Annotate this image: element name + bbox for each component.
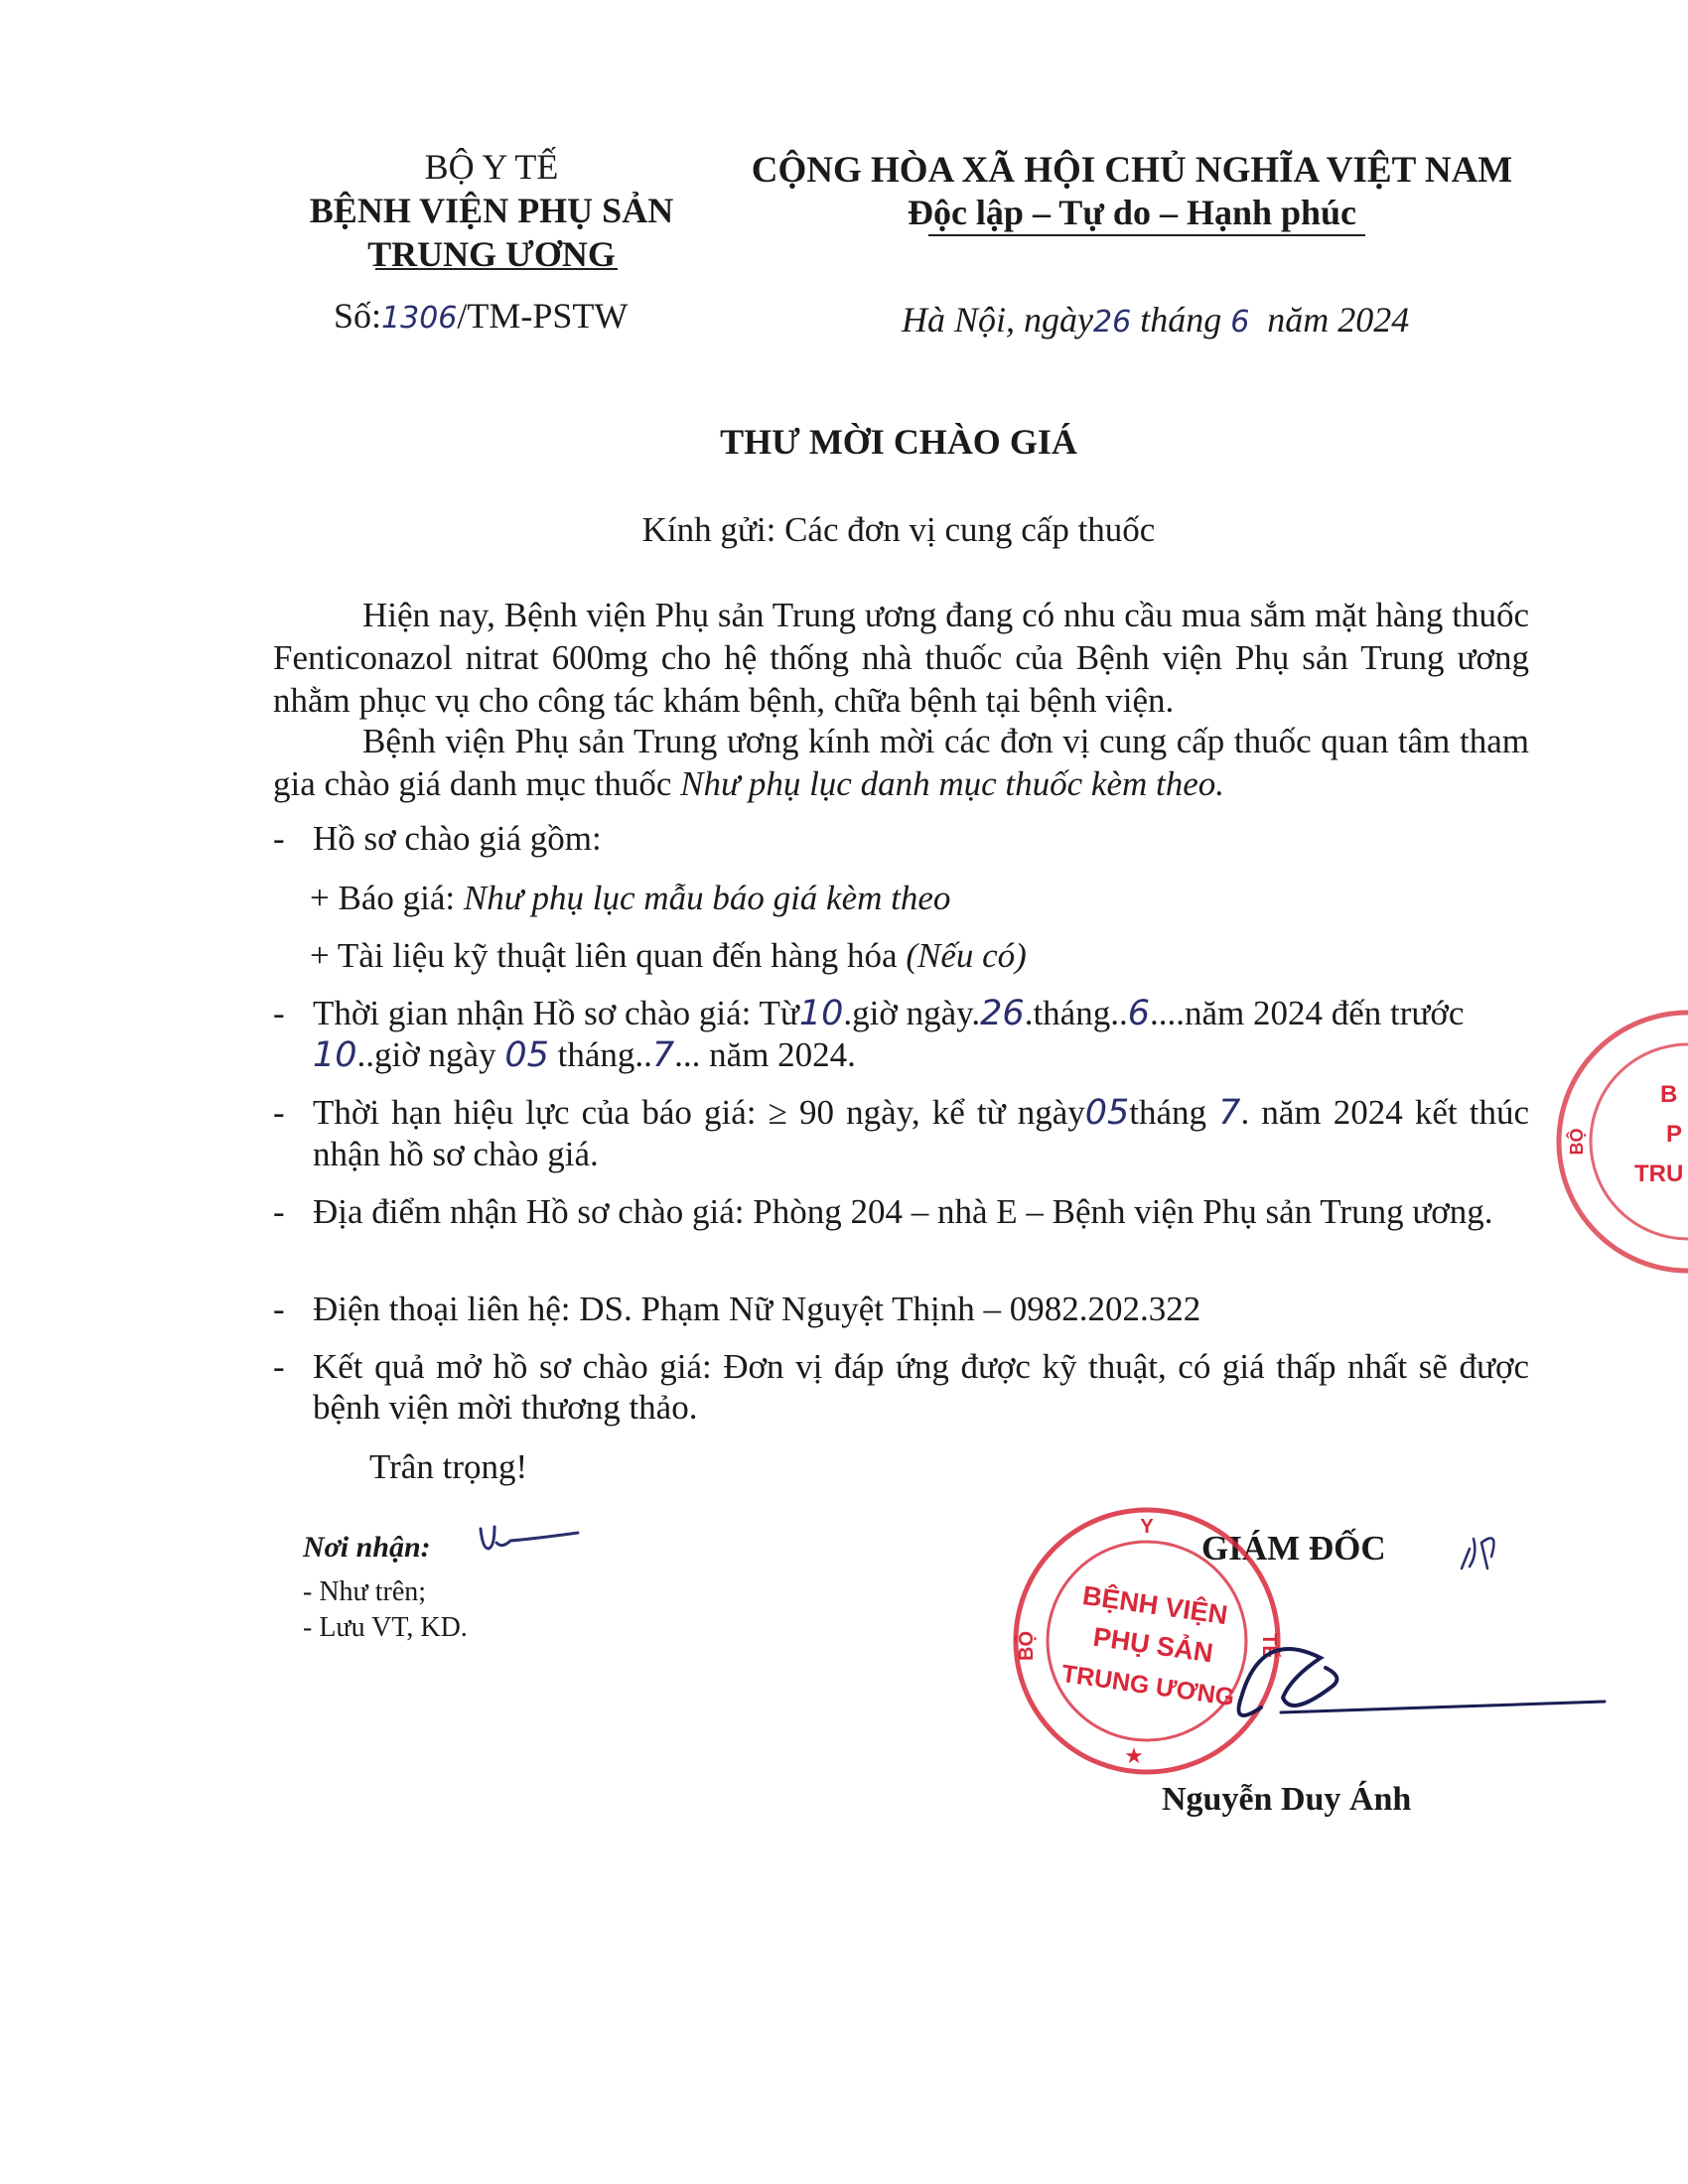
quote-appendix: Như phụ lục mẫu báo giá kèm theo (463, 879, 951, 917)
doc-number-suffix: /TM-PSTW (457, 296, 629, 336)
validity-day: 05 (1084, 1093, 1130, 1133)
body-paragraphs (273, 594, 1529, 805)
sub-item-technical (310, 935, 1027, 976)
time-text-a: Thời gian nhận Hồ sơ chào giá: Từ (313, 994, 799, 1032)
time-text-e: ..giờ ngày (356, 1035, 505, 1074)
side-stamp-line2: P (1666, 1121, 1683, 1148)
ministry-name: BỘ Y TẾ (424, 147, 559, 187)
quote-label: + Báo giá: (310, 879, 464, 917)
side-stamp-line1: B (1660, 1081, 1678, 1108)
stamp-star-icon: ★ (1124, 1743, 1144, 1768)
place-date (902, 298, 1409, 344)
recipient-item: - Lưu VT, KD. (303, 1612, 468, 1643)
bullet-submission-time (273, 993, 1529, 1076)
validity-text-b: tháng (1129, 1093, 1219, 1132)
closing-greeting: Trân trọng! (369, 1447, 528, 1486)
bullet-docs (273, 818, 1529, 859)
technical-label: + Tài liệu kỹ thuật liên quan đến hàng hóa (310, 936, 907, 975)
validity-text-c: . năm 2024 kết thúc nhận hồ sơ chào giá. (313, 1093, 1529, 1173)
side-stamp-ring-left: BỘ (1567, 1128, 1587, 1156)
salutation: Kính gửi: Các đơn vị cung cấp thuốc (641, 510, 1156, 549)
time-hour-start: 10 (798, 994, 844, 1033)
time-text-g: ... năm 2024. (674, 1035, 856, 1074)
time-month-start: 6 (1127, 994, 1150, 1033)
hospital-name-line2: TRUNG ƯƠNG (367, 234, 616, 274)
signatory-position: GIÁM ĐỐC (1201, 1529, 1386, 1568)
national-motto: Độc lập – Tự do – Hạnh phúc (907, 193, 1357, 232)
result-text: Kết quả mở hồ sơ chào giá: Đơn vị đáp ứng được kỹ thuật, có giá thấp nhất sẽ được bệnh viện mời thương thảo. (313, 1347, 1529, 1427)
validity-month: 7 (1218, 1093, 1241, 1133)
technical-optional: (Nếu có) (906, 936, 1027, 975)
document-number (334, 294, 628, 341)
time-text-c: .tháng.. (1024, 994, 1128, 1032)
invitation-appendix: Như phụ lục danh mục thuốc kèm theo. (680, 764, 1225, 803)
stamp-line3: TRUNG ƯƠNG (1059, 1660, 1236, 1712)
date-month-handwritten: 6 (1230, 305, 1250, 340)
bullet-validity (273, 1092, 1529, 1174)
validity-text (313, 1092, 1529, 1174)
side-stamp-line3: TRU (1634, 1160, 1684, 1187)
issuer-underline (375, 268, 618, 270)
doc-number-prefix: Số: (334, 296, 382, 336)
bullet-dash: - (273, 1093, 285, 1132)
bullet-dash: - (273, 819, 285, 858)
date-month-label: tháng (1140, 300, 1222, 340)
paragraph-intro: Hiện nay, Bệnh viện Phụ sản Trung ương đang có nhu cầu mua sắm mặt hàng thuốc Fenticonazol nitrat 600mg cho hệ thống nhà thuốc của Bệnh viện Phụ sản Trung ương nhằm phục vụ cho công tác khám bệnh, chữa bệnh tại bệnh viện. (273, 596, 1529, 720)
submission-time-text (313, 993, 1529, 1076)
time-day-start: 26 (980, 994, 1025, 1033)
time-text-d: ....năm 2024 đến trước (1149, 994, 1465, 1032)
date-place: Hà Nội, ngày (902, 300, 1093, 340)
time-month-end: 7 (651, 1035, 675, 1075)
time-text-b: .giờ ngày. (843, 994, 981, 1032)
recipients-initials-mark (475, 1519, 584, 1569)
document-title: THƯ MỜI CHÀO GIÁ (720, 422, 1077, 462)
signatory-name: Nguyễn Duy Ánh (1162, 1781, 1412, 1818)
issuer-block (268, 145, 715, 276)
recipients-heading: Nơi nhận: (303, 1531, 431, 1564)
stamp-ring-left: BỘ (1016, 1631, 1038, 1661)
bullet-dash: - (273, 994, 285, 1032)
motto-underline (928, 234, 1365, 236)
stamp-line2: PHỤ SẢN (1090, 1621, 1215, 1669)
bullet-result (273, 1346, 1529, 1428)
stamp-ring-right: TẾ (1258, 1633, 1280, 1659)
location-text: Địa điểm nhận Hồ sơ chào giá: Phòng 204 – nhà E – Bệnh viện Phụ sản Trung ương. (313, 1192, 1493, 1231)
bullet-dash: - (273, 1347, 285, 1386)
nation-block (735, 149, 1529, 234)
time-hour-end: 10 (313, 1035, 357, 1075)
doc-number-handwritten: 1306 (381, 301, 458, 336)
invitation-text: Bệnh viện Phụ sản Trung ương kính mời các đơn vị cung cấp thuốc quan tâm tham gia chào giá danh mục thuốc (273, 722, 1529, 803)
director-signature (1172, 1509, 1609, 1737)
date-day-handwritten: 26 (1093, 305, 1132, 340)
bullet-location (273, 1191, 1529, 1232)
recipient-item: - Như trên; (303, 1576, 427, 1607)
time-text-f: tháng.. (548, 1035, 652, 1074)
docs-heading: Hồ sơ chào giá gồm: (313, 819, 602, 858)
partial-side-stamp (1549, 993, 1688, 1291)
validity-text-a: Thời hạn hiệu lực của báo giá: ≥ 90 ngày, kể từ ngày (313, 1093, 1085, 1132)
stamp-ring-top: Y (1140, 1516, 1154, 1538)
bullet-dash: - (273, 1192, 285, 1231)
bullet-dash: - (273, 1290, 285, 1328)
time-day-end: 05 (504, 1035, 549, 1075)
hospital-name-line1: BỆNH VIỆN PHỤ SẢN (309, 191, 674, 230)
paragraph-invitation (273, 720, 1529, 805)
nation-name: CỘNG HÒA XÃ HỘI CHỦ NGHĨA VIỆT NAM (751, 150, 1513, 191)
bullet-phone (273, 1289, 1529, 1329)
phone-text: Điện thoại liên hệ: DS. Phạm Nữ Nguyệt Thịnh – 0982.202.322 (313, 1290, 1201, 1328)
sub-item-quote (310, 878, 950, 918)
date-year: năm 2024 (1267, 300, 1410, 340)
stamp-line1: BỆNH VIỆN (1080, 1580, 1230, 1631)
